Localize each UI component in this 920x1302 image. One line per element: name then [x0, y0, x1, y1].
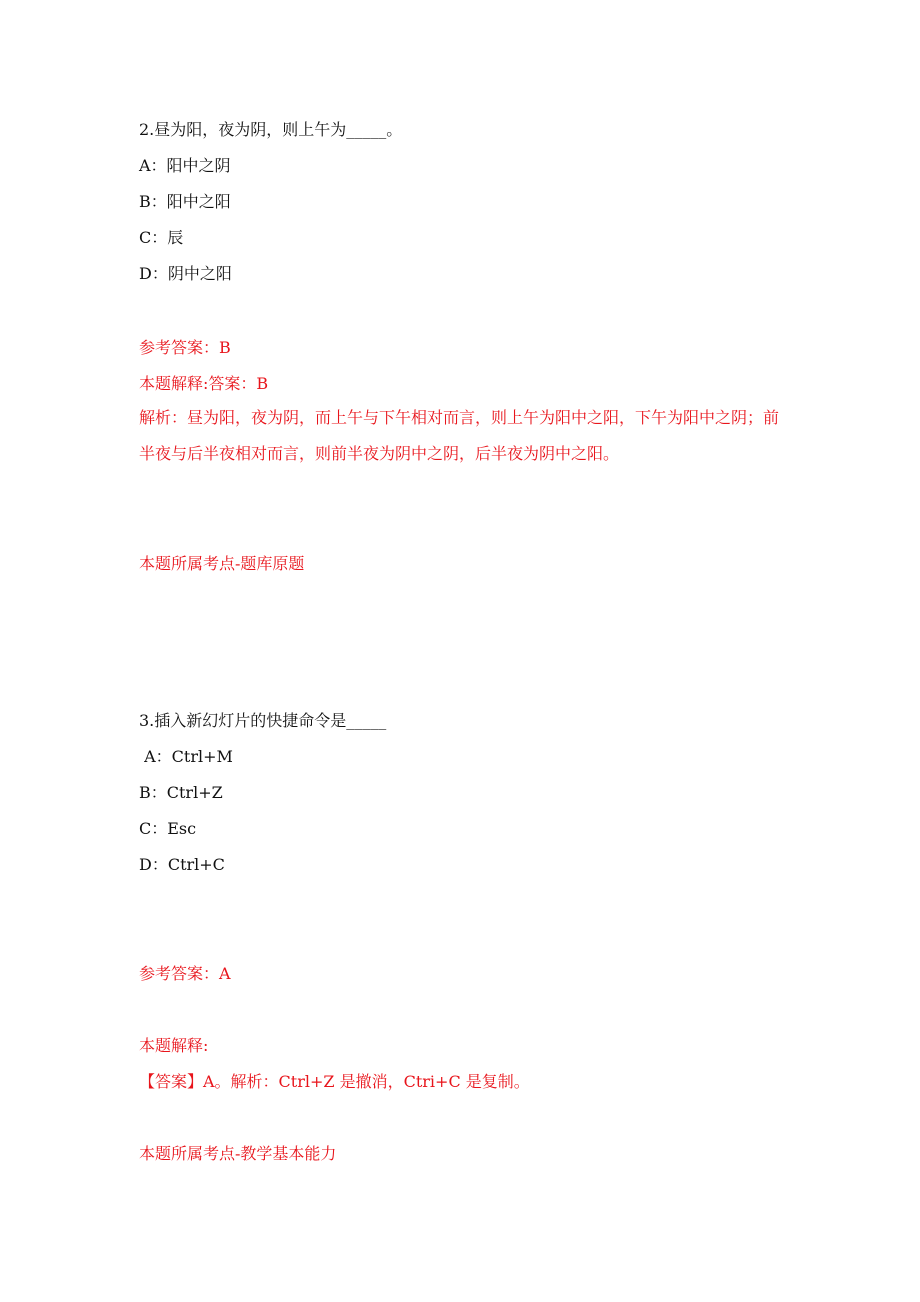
q3-option-a: A：Ctrl+M — [139, 747, 233, 766]
q2-option-c: C：辰 — [139, 228, 184, 247]
q2-explanation-body: 解析：昼为阳，夜为阴，而上午与下午相对而言，则上午为阳中之阳，下午为阳中之阴；前半夜与后半夜相对而言，则前半夜为阴中之阴，后半夜为阴中之阳。 — [139, 408, 780, 463]
q3-topic: 本题所属考点-教学基本能力 — [139, 1144, 337, 1163]
q3-explanation-body: 【答案】A。解析：Ctrl+Z 是撤消，Ctri+C 是复制。 — [139, 1072, 530, 1091]
q2-explanation-title: 本题解释:答案：B — [139, 374, 269, 393]
q3-question: 3.插入新幻灯片的快捷命令是_____ — [139, 711, 387, 730]
q2-option-b: B：阳中之阳 — [139, 192, 231, 211]
q3-option-b: B：Ctrl+Z — [139, 783, 223, 802]
q2-answer: 参考答案：B — [139, 338, 231, 357]
q2-option-d: D：阴中之阳 — [139, 264, 232, 283]
q3-answer: 参考答案：A — [139, 964, 231, 983]
q2-topic: 本题所属考点-题库原题 — [139, 554, 305, 573]
q2-question: 2.昼为阳，夜为阴，则上午为_____。 — [139, 120, 403, 139]
q3-option-c: C：Esc — [139, 819, 197, 838]
q2-option-a: A：阳中之阴 — [139, 156, 231, 175]
q3-explanation-title: 本题解释: — [139, 1036, 209, 1055]
q3-option-d: D：Ctrl+C — [139, 855, 225, 874]
